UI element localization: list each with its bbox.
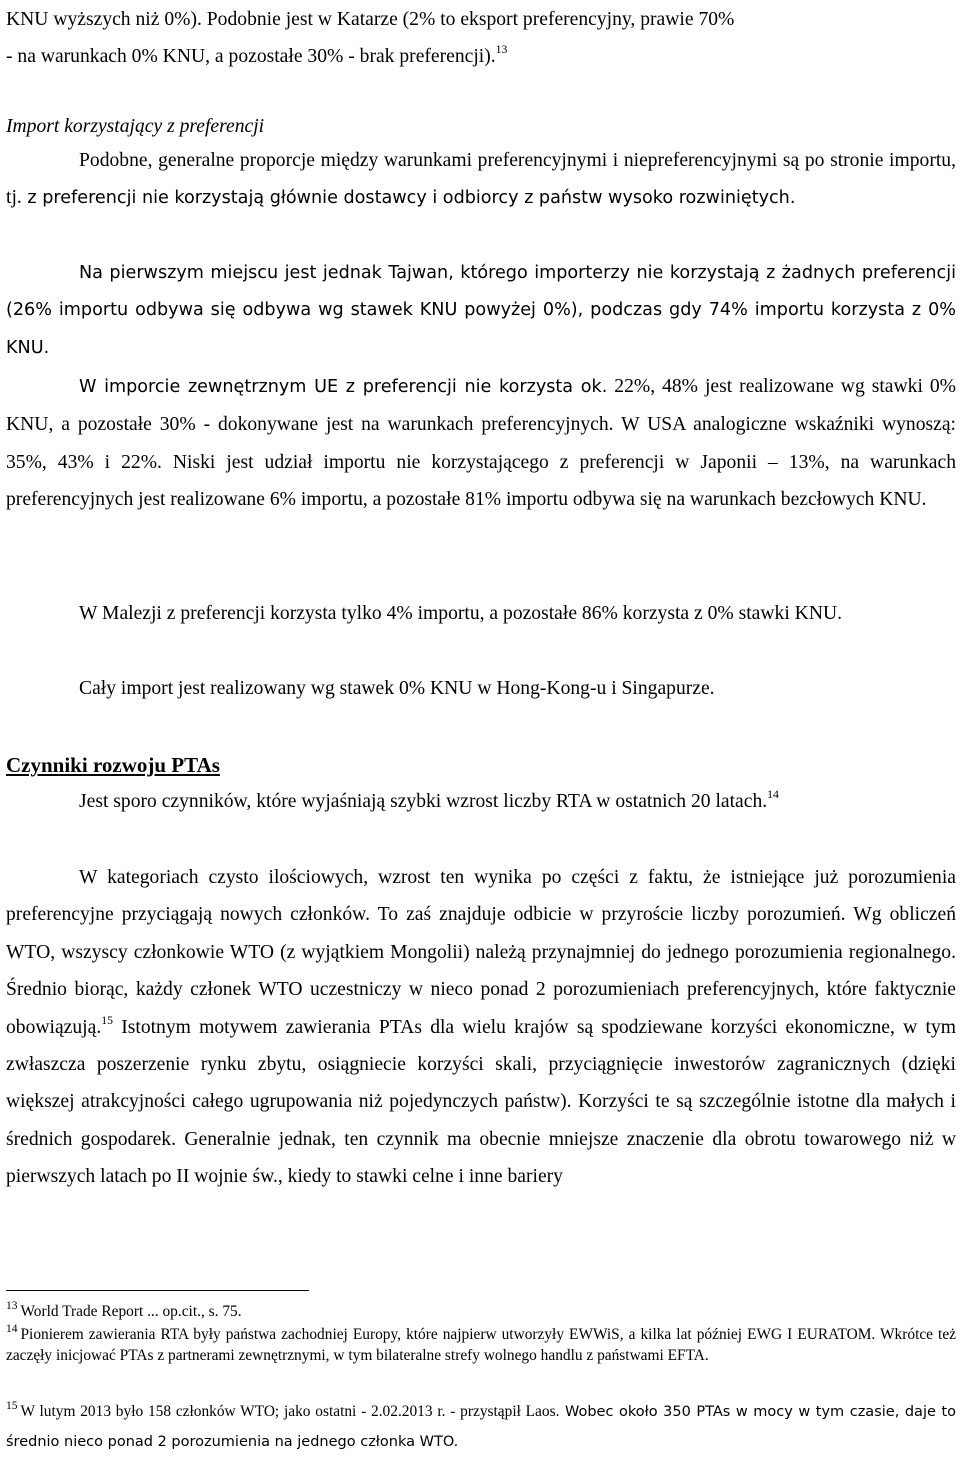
factors-p1-text: Jest sporo czynników, które wyjaśniają szybki wzrost liczby RTA w ostatnich 20 latach. (79, 791, 768, 812)
section-heading-factors: Czynniki rozwoju PTAs (6, 753, 220, 777)
footnote-13-text: World Trade Report ... op.cit., s. 75. (20, 1303, 242, 1320)
footnote-13 (6, 1301, 956, 1322)
section-heading-import: Import korzystający z preferencji (6, 116, 265, 137)
factors-paragraph-2 (6, 859, 956, 1196)
factors-paragraph-1 (6, 783, 956, 820)
import-paragraph-5: Cały import jest realizowany wg stawek 0% KNU w Hong-Kong-u i Singapurze. (79, 678, 715, 699)
intro-paragraph (6, 1, 956, 76)
footnote-15-text-b: Wobec około 350 PTAs w mocy w tym czasie, daje to średnio nieco ponad 2 porozumienia na jednego członka WTO. (6, 1404, 956, 1450)
footnote-15-text-a: W lutym 2013 było 158 członków WTO; jako ostatni - 2.02.2013 r. - przystąpił Laos. (20, 1403, 560, 1420)
footnote-separator (6, 1290, 309, 1291)
import-paragraph-3 (6, 368, 956, 519)
factors-p2-text-b: Istotnym motywem zawierania PTAs dla wielu krajów są spodziewane korzyści ekonomiczne, w tym zwłaszcza poszerzenie rynku zbytu, osiągniecie korzyści skali, przyciągnięcie inwestorów zagranicznych (dzięki większej atrakcyjności całego ugrupowania niż pojedynczych państw). Korzyści te są szczególnie istotne dla małych i średnich gospodarek. Generalnie jednak, ten czynnik ma obecnie mniejsze znaczenie dla obrotu towarowego niż w pierwszych latach po II wojnie św., kiedy to stawki celne i inne bariery (6, 1016, 956, 1188)
import-p3-sans: W imporcie zewnętrznym UE z preferencji nie korzysta ok. (79, 377, 608, 397)
footnote-14-number: 14 (6, 1323, 18, 1336)
footnote-ref-13: 13 (495, 43, 508, 57)
factors-p2-text-a: W kategoriach czysto ilościowych, wzrost ten wynika po części z faktu, że istniejące już porozumienia preferencyjne przyciągają nowych członków. To zaś znajduje odbicie w przyroście liczby porozumień. Wg obliczeń WTO, wszyscy członkowie WTO (z wyjątkiem Mongolii) należą przynajmniej do jednego porozumienia regionalnego. Średnio biorąc, każdy członek WTO uczestniczy w nieco ponad 2 porozumieniach preferencyjnych, które faktycznie obowiązują. (6, 867, 956, 1038)
import-paragraph-2: Na pierwszym miejscu jest jednak Tajwan, którego importerzy nie korzystają z żadnych preferencji (26% importu odbywa się odbywa wg stawek KNU powyżej 0%), podczas gdy 74% importu korzysta z 0% KNU. (6, 263, 956, 358)
intro-line-2: - na warunkach 0% KNU, a pozostałe 30% - brak preferencji). (6, 46, 496, 68)
footnote-ref-14: 14 (767, 788, 779, 802)
footnote-ref-15: 15 (101, 1013, 113, 1027)
footnote-15-number: 15 (6, 1400, 18, 1413)
footnote-13-number: 13 (6, 1300, 18, 1313)
footnote-15 (6, 1397, 956, 1457)
intro-line-1: KNU wyższych niż 0%). Podobnie jest w Katarze (2% to eksport preferencyjny, prawie 70% (6, 9, 735, 30)
import-paragraph-4: W Malezji z preferencji korzysta tylko 4% importu, a pozostałe 86% korzysta z 0% stawki KNU. (79, 603, 843, 624)
import-p1-sans: z preferencji nie korzystają głównie dostawcy i odbiorcy z państw wysoko rozwiniętych. (21, 188, 796, 209)
import-p3-serif: 22%, 48% jest realizowane wg stawki 0% KNU, a pozostałe 30% - dokonywane jest na warunkach preferencyjnych. W USA analogiczne wskaźniki wynoszą: 35%, 43% i 22%. Niski jest udział importu nie korzystającego z preferencji w Japonii – 13%, na warunkach preferencyjnych jest realizowane 6% importu, a pozostałe 81% importu odbywa się na warunkach bezcłowych KNU. (6, 376, 956, 511)
footnote-14 (6, 1324, 956, 1366)
import-paragraph-1 (6, 142, 956, 218)
import-p1-serif: Podobne, generalne proporcje między warunkami preferencyjnymi i niepreferencyjnymi są po stronie importu, tj. (6, 150, 956, 209)
footnote-14-text: Pionierem zawierania RTA były państwa zachodniej Europy, które najpierw utworzyły EWWiS, a kilka lat później EWG I EURATOM. Wkrótce też zaczęły inicjować PTAs z partnerami zewnętrznymi, w tym bilateralne strefy wolnego handlu z państwami EFTA. (6, 1326, 956, 1364)
